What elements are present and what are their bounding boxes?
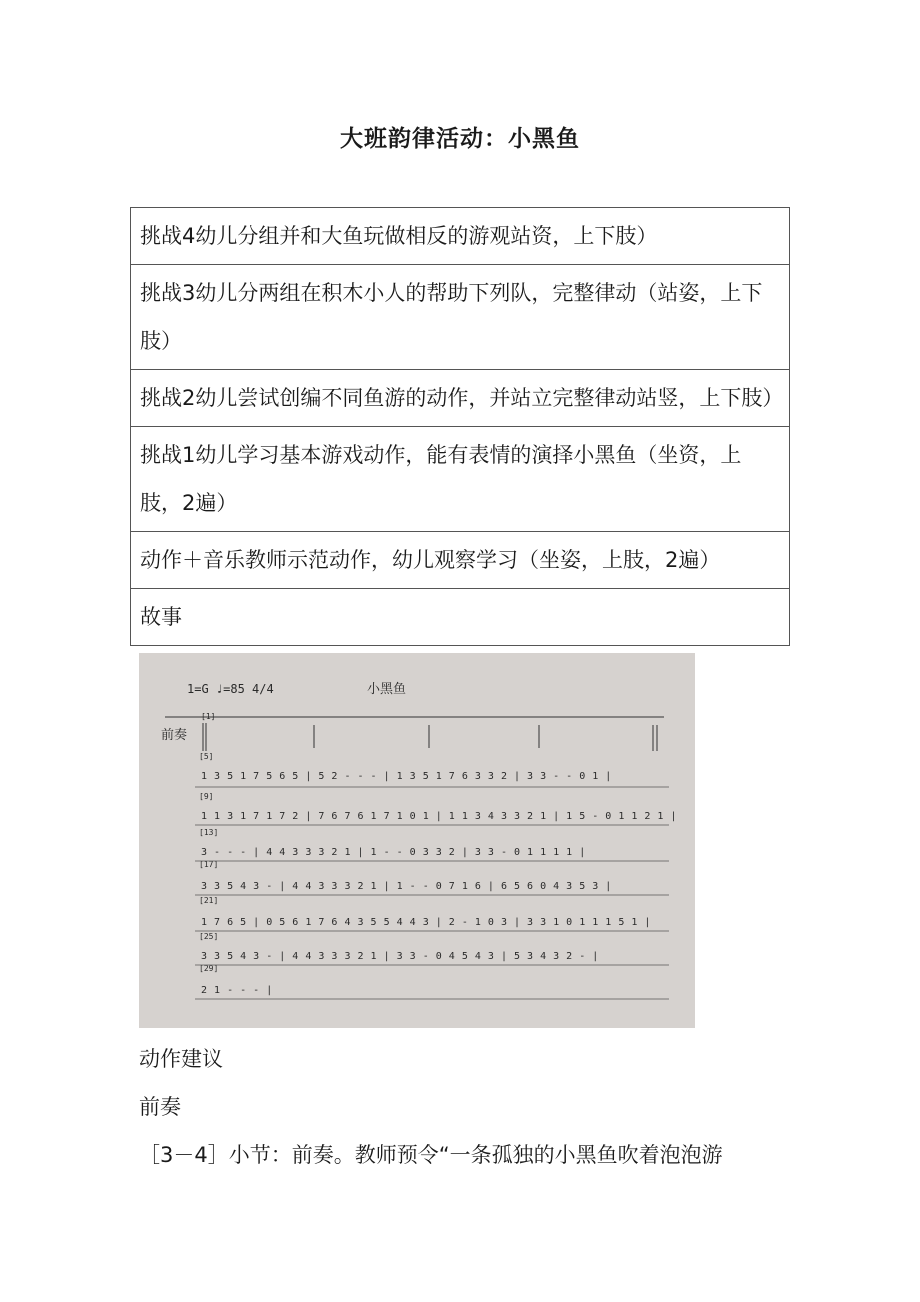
score-row: 1 1 3 1 7 1 7 2 | 7 6 7 6 1 7 1 0 1 | 1 1 3 4 3 3 2 1 | 1 5 - 0 1 1 2 1 |	[201, 811, 677, 822]
measure-number: [5]	[199, 752, 214, 761]
table-cell: 故事	[131, 589, 790, 646]
score-song-title: 小黑鱼	[367, 682, 407, 697]
table-cell: 挑战3幼儿分两组在积木小人的帮助下列队，完整律动（站姿，上下肢）	[131, 265, 790, 370]
table-cell: 挑战1幼儿学习基本游戏动作，能有表情的演择小黑鱼（坐资，上肢，2遍）	[131, 427, 790, 532]
score-header: 1=G ♩=85 4/4	[187, 682, 274, 696]
subheading: 前奏	[139, 1095, 181, 1119]
measure-number: [29]	[199, 964, 219, 973]
measure-number: [17]	[199, 860, 219, 869]
table-row	[131, 208, 790, 265]
score-row: 3 3 5 4 3 - | 4 4 3 3 3 2 1 | 1 - - 0 7 1 6 | 6 5 6 0 4 3 5 3 |	[201, 881, 612, 892]
table-row	[131, 427, 790, 532]
staff-lines	[165, 717, 664, 751]
score-row: 1 7 6 5 | 0 5 6 1 7 6 4 3 5 5 4 4 3 | 2 - 1 0 3 | 3 3 1 0 1 1 1 5 1 |	[201, 917, 651, 928]
paragraph: ［3－4］小节：前奏。教师预令“一条孤独的小黑鱼吹着泡泡游	[139, 1143, 723, 1167]
section-heading: 动作建议	[139, 1047, 223, 1071]
table-row	[131, 370, 790, 427]
table-row	[131, 265, 790, 370]
measure-number: [25]	[199, 932, 219, 941]
measure-number: [13]	[199, 828, 219, 837]
score-row: 1 3 5 1 7 5 6 5 | 5 2 - - - | 1 3 5 1 7 6 3 3 2 | 3 3 - - 0 1 |	[201, 771, 612, 782]
score-row: 2 1 - - - |	[201, 985, 273, 996]
measure-number: [1]	[201, 712, 216, 721]
document-title: 大班韵律活动：小黑鱼	[340, 126, 580, 152]
challenge-table	[130, 207, 790, 646]
measure-number: [21]	[199, 896, 219, 905]
score-prelude-label: 前奏	[161, 728, 188, 743]
table-cell: 动作＋音乐教师示范动作，幼儿观察学习（坐姿，上肢，2遍）	[131, 532, 790, 589]
score-row: 3 - - - | 4 4 3 3 3 2 1 | 1 - - 0 3 3 2 | 3 3 - 0 1 1 1 1 |	[201, 847, 586, 858]
measure-number: [9]	[199, 792, 214, 801]
table-row	[131, 589, 790, 646]
table-cell: 挑战2幼儿尝试创编不同鱼游的动作，并站立完整律动站竖，上下肢）	[131, 370, 790, 427]
table-cell: 挑战4幼儿分组并和大鱼玩做相反的游观站资，上下肢）	[131, 208, 790, 265]
music-score-image	[139, 653, 695, 1028]
score-row: 3 3 5 4 3 - | 4 4 3 3 3 2 1 | 3 3 - 0 4 5 4 3 | 5 3 4 3 2 - |	[201, 951, 599, 962]
table-row	[131, 532, 790, 589]
